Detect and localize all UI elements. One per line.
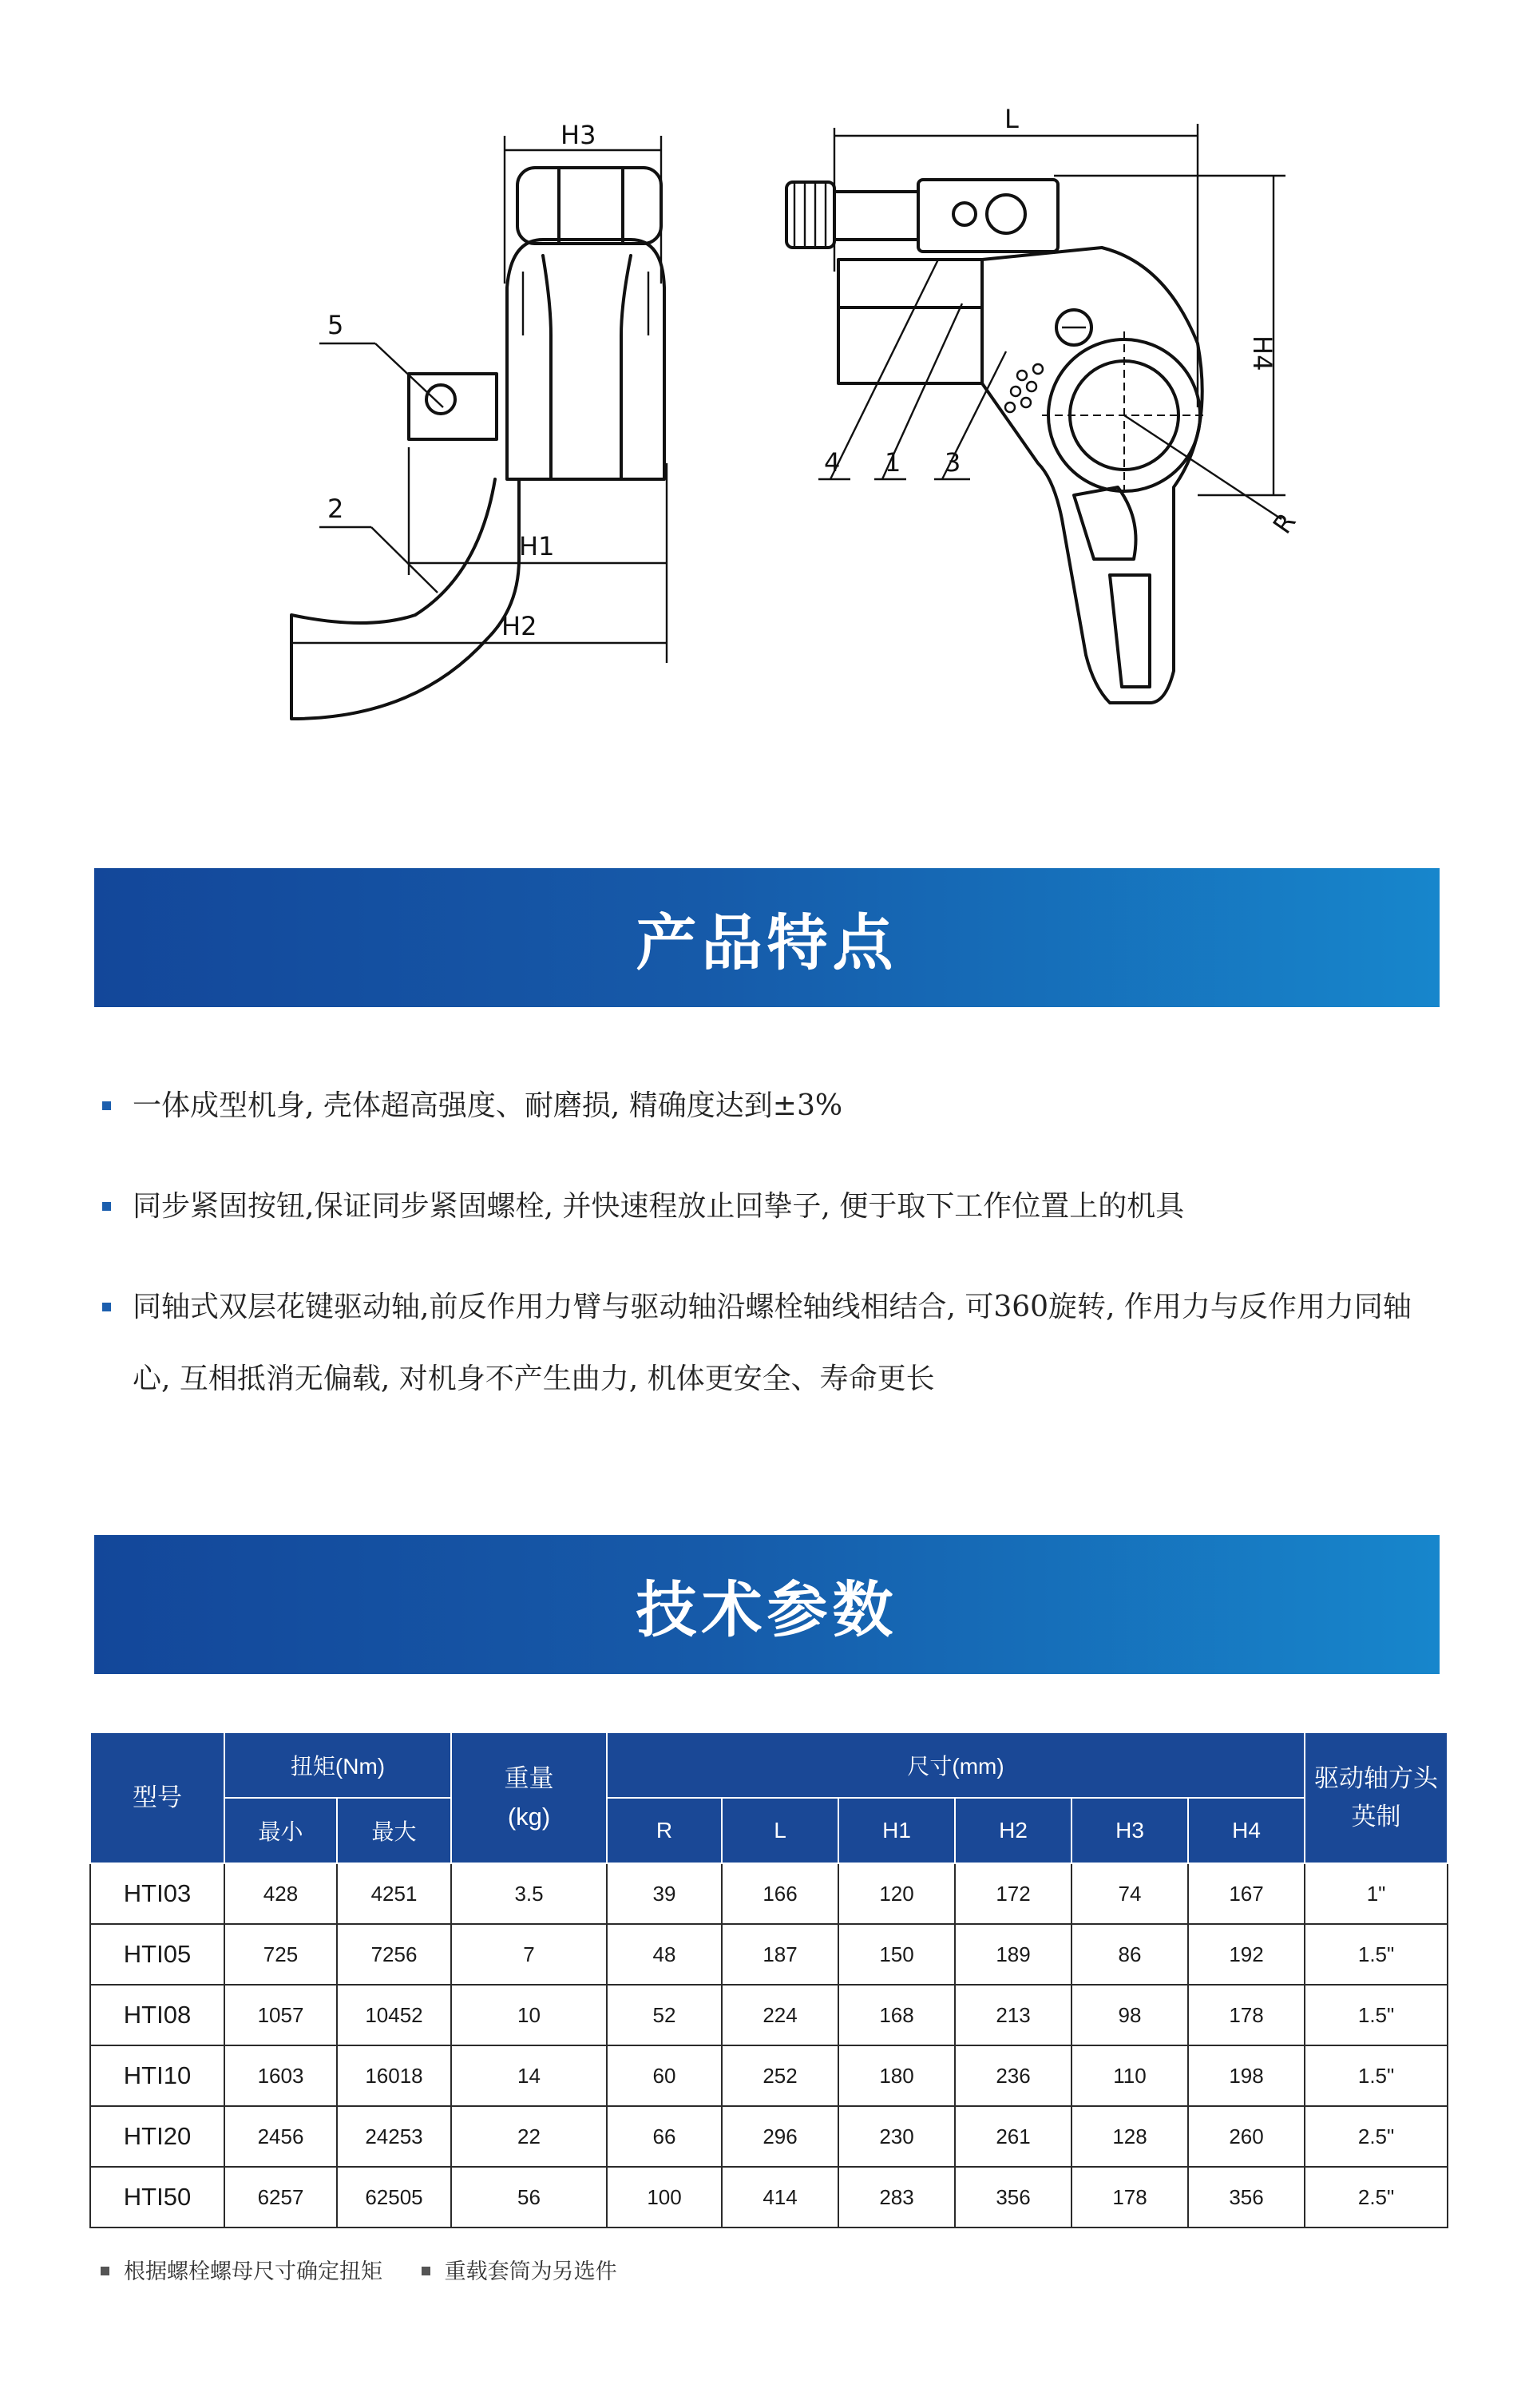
cell-h3: 74 — [1072, 1863, 1188, 1924]
cell-weight: 10 — [451, 1985, 607, 2045]
table-row — [90, 1863, 1448, 1924]
cell-weight: 22 — [451, 2106, 607, 2167]
header-weight-label: 重量 — [504, 1764, 554, 1792]
cell-weight: 3.5 — [451, 1863, 607, 1924]
header-model: 型号 — [90, 1732, 224, 1863]
cell-h2: 236 — [955, 2045, 1072, 2106]
table-row — [90, 1924, 1448, 1985]
specs-title: 技术参数 — [636, 1573, 898, 1645]
cell-torque-max: 62505 — [337, 2167, 451, 2227]
cell-torque-max: 24253 — [337, 2106, 451, 2167]
cell-weight: 7 — [451, 1924, 607, 1985]
cell-h2: 213 — [955, 1985, 1072, 2045]
cell-drive: 2.5" — [1305, 2167, 1448, 2227]
cell-h2: 261 — [955, 2106, 1072, 2167]
header-torque-max: 最大 — [337, 1798, 451, 1863]
cell-drive: 1.5" — [1305, 1985, 1448, 2045]
cell-model: HTI20 — [90, 2106, 224, 2167]
cell-h2: 189 — [955, 1924, 1072, 1985]
cell-l: 414 — [722, 2167, 838, 2227]
cell-h3: 98 — [1072, 1985, 1188, 2045]
note-text: 根据螺栓螺母尺寸确定扭矩 — [124, 2259, 382, 2284]
table-row — [90, 2045, 1448, 2106]
cell-weight: 56 — [451, 2167, 607, 2227]
header-drive-label: 驱动轴方头 — [1314, 1764, 1439, 1792]
label-r: R — [1266, 507, 1302, 540]
cell-torque-min: 428 — [224, 1863, 337, 1924]
cell-drive: 1" — [1305, 1863, 1448, 1924]
header-torque: 扭矩(Nm) — [224, 1732, 451, 1798]
cell-h1: 168 — [838, 1985, 955, 2045]
cell-h3: 128 — [1072, 2106, 1188, 2167]
cell-h3: 178 — [1072, 2167, 1188, 2227]
feature-item — [102, 1070, 1428, 1142]
header-drive-unit: 英制 — [1351, 1803, 1401, 1831]
cell-l: 166 — [722, 1863, 838, 1924]
cell-h1: 283 — [838, 2167, 955, 2227]
label-part-5: 5 — [327, 310, 344, 340]
cell-h1: 150 — [838, 1924, 955, 1985]
features-banner — [94, 868, 1440, 1007]
cell-model: HTI10 — [90, 2045, 224, 2106]
header-h4: H4 — [1188, 1798, 1305, 1863]
label-part-4: 4 — [824, 447, 841, 478]
cell-l: 296 — [722, 2106, 838, 2167]
cell-h2: 172 — [955, 1863, 1072, 1924]
features-title: 产品特点 — [636, 906, 898, 978]
bullet-icon — [102, 1101, 111, 1110]
cell-weight: 14 — [451, 2045, 607, 2106]
cell-torque-max: 7256 — [337, 1924, 451, 1985]
cell-h4: 260 — [1188, 2106, 1305, 2167]
note-text: 重载套筒为另选件 — [444, 2259, 617, 2284]
cell-torque-min: 1603 — [224, 2045, 337, 2106]
feature-item — [102, 1271, 1428, 1415]
side-view — [291, 120, 667, 719]
feature-text: 同轴式双层花键驱动轴,前反作用力臂与驱动轴沿螺栓轴线相结合, 可360旋转, 作用力与反作用力同轴心, 互相抵消无偏载, 对机身不产生曲力, 机体更安全、寿命更长 — [133, 1291, 1412, 1395]
feature-text: 同步紧固按钮,保证同步紧固螺栓, 并快速程放止回挚子, 便于取下工作位置上的机具 — [133, 1190, 1185, 1223]
table-row — [90, 2167, 1448, 2227]
note-item — [101, 2254, 382, 2285]
header-torque-min: 最小 — [224, 1798, 337, 1863]
header-drive — [1305, 1732, 1448, 1863]
cell-r: 66 — [607, 2106, 722, 2167]
header-h3: H3 — [1072, 1798, 1188, 1863]
cell-h1: 180 — [838, 2045, 955, 2106]
feature-list — [102, 1070, 1428, 1415]
wrench-diagram — [0, 0, 1533, 799]
cell-h1: 230 — [838, 2106, 955, 2167]
cell-h4: 198 — [1188, 2045, 1305, 2106]
specs-banner — [94, 1535, 1440, 1674]
cell-torque-max: 16018 — [337, 2045, 451, 2106]
header-r: R — [607, 1798, 722, 1863]
cell-r: 100 — [607, 2167, 722, 2227]
cell-model: HTI03 — [90, 1863, 224, 1924]
technical-drawing — [0, 0, 1533, 799]
cell-h4: 356 — [1188, 2167, 1305, 2227]
cell-h2: 356 — [955, 2167, 1072, 2227]
cell-l: 252 — [722, 2045, 838, 2106]
header-weight-unit: (kg) — [507, 1803, 551, 1831]
cell-h4: 178 — [1188, 1985, 1305, 2045]
cell-r: 39 — [607, 1863, 722, 1924]
label-part-3: 3 — [945, 447, 961, 478]
cell-drive: 2.5" — [1305, 2106, 1448, 2167]
cell-r: 60 — [607, 2045, 722, 2106]
cell-l: 224 — [722, 1985, 838, 2045]
label-h1: H1 — [519, 531, 555, 561]
label-part-1: 1 — [885, 447, 901, 478]
cell-drive: 1.5" — [1305, 2045, 1448, 2106]
table-row — [90, 2106, 1448, 2167]
bullet-icon — [101, 2267, 109, 2275]
cell-torque-min: 725 — [224, 1924, 337, 1985]
label-l: L — [1004, 104, 1019, 134]
bullet-icon — [102, 1303, 111, 1311]
cell-h3: 86 — [1072, 1924, 1188, 1985]
cell-torque-min: 2456 — [224, 2106, 337, 2167]
label-part-2: 2 — [327, 494, 344, 524]
bullet-icon — [422, 2267, 430, 2275]
cell-torque-min: 1057 — [224, 1985, 337, 2045]
label-h4: H4 — [1247, 335, 1278, 371]
cell-h4: 192 — [1188, 1924, 1305, 1985]
cell-drive: 1.5" — [1305, 1924, 1448, 1985]
front-view — [786, 104, 1302, 703]
cell-h4: 167 — [1188, 1863, 1305, 1924]
cell-model: HTI50 — [90, 2167, 224, 2227]
label-h3: H3 — [561, 120, 596, 150]
header-weight — [451, 1732, 607, 1863]
cell-torque-max: 4251 — [337, 1863, 451, 1924]
spec-table — [89, 1732, 1448, 2228]
table-row — [90, 1985, 1448, 2045]
feature-item — [102, 1171, 1428, 1243]
cell-torque-min: 6257 — [224, 2167, 337, 2227]
cell-r: 48 — [607, 1924, 722, 1985]
header-l: L — [722, 1798, 838, 1863]
cell-r: 52 — [607, 1985, 722, 2045]
table-notes — [101, 2254, 649, 2285]
cell-l: 187 — [722, 1924, 838, 1985]
header-h1: H1 — [838, 1798, 955, 1863]
header-size: 尺寸(mm) — [607, 1732, 1305, 1798]
cell-model: HTI08 — [90, 1985, 224, 2045]
note-item — [422, 2254, 617, 2285]
cell-model: HTI05 — [90, 1924, 224, 1985]
cell-h3: 110 — [1072, 2045, 1188, 2106]
feature-text: 一体成型机身, 壳体超高强度、耐磨损, 精确度达到±3% — [133, 1089, 843, 1122]
bullet-icon — [102, 1202, 111, 1211]
cell-torque-max: 10452 — [337, 1985, 451, 2045]
label-h2: H2 — [501, 611, 537, 641]
header-h2: H2 — [955, 1798, 1072, 1863]
cell-h1: 120 — [838, 1863, 955, 1924]
